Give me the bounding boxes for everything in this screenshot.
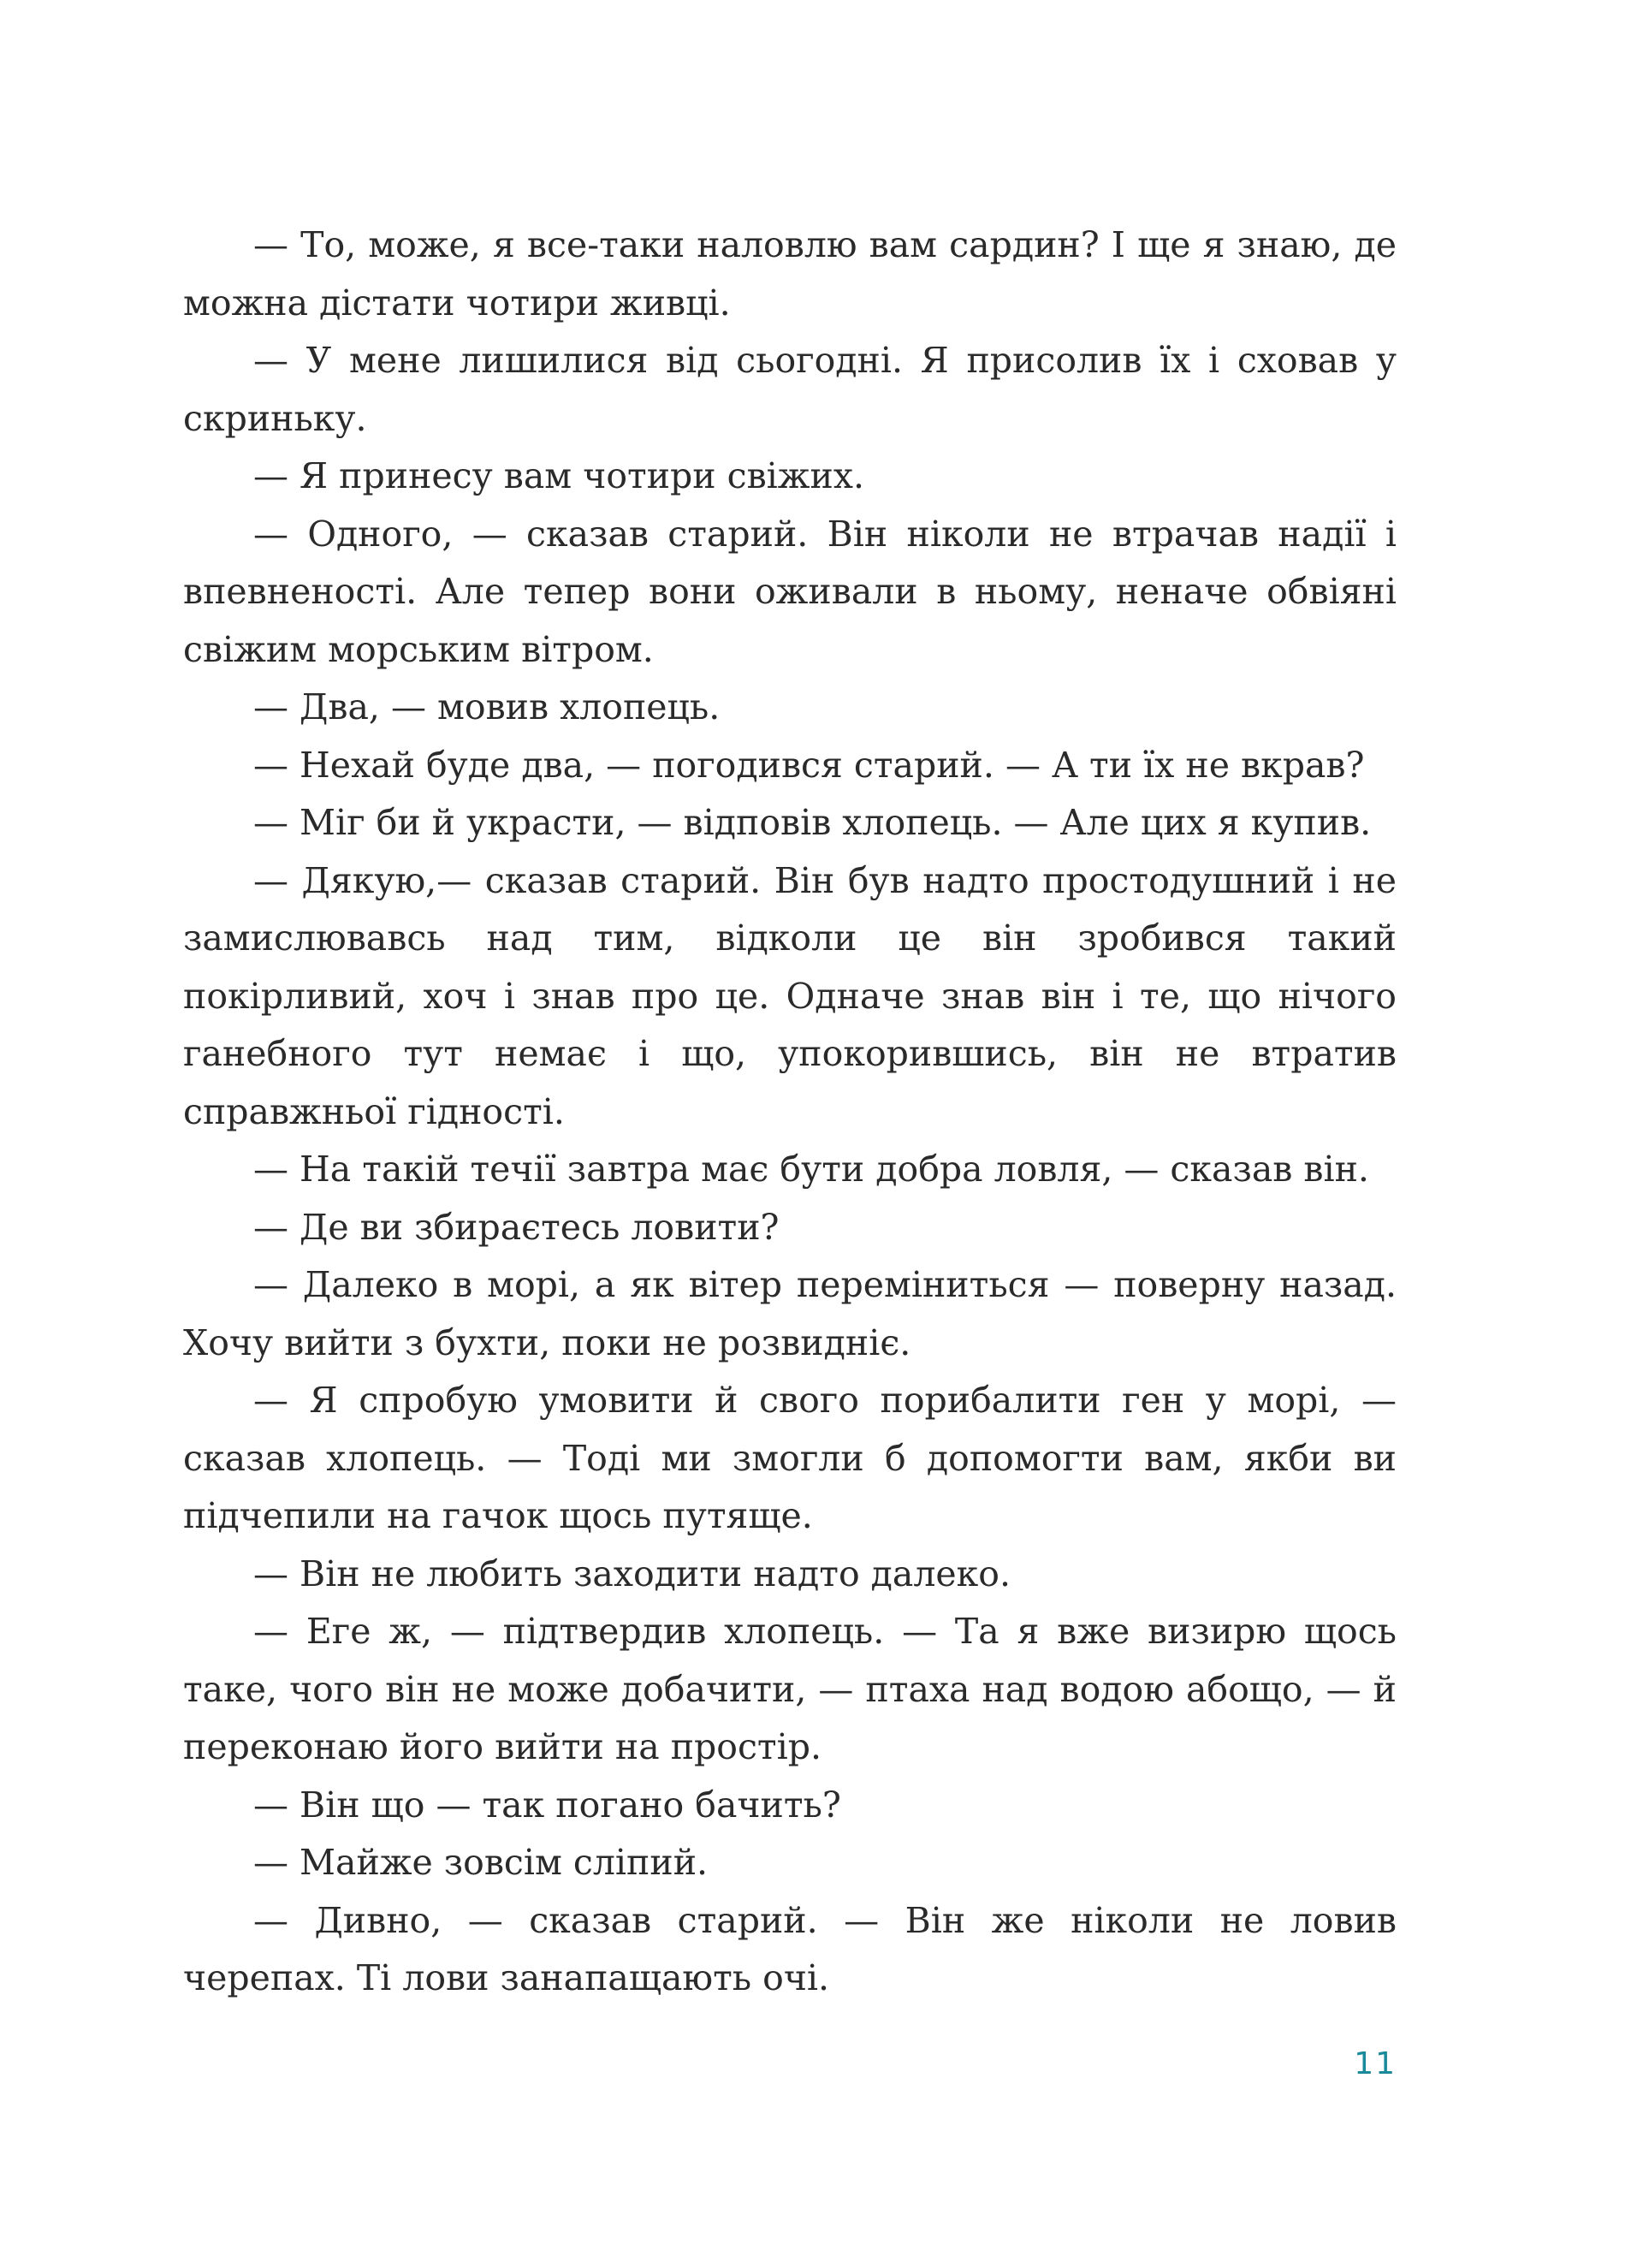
paragraph: — Я принесу вам чотири свіжих.: [253, 455, 864, 496]
paragraph: — Еге ж, — підтвердив хлопець. — Та я вже визирю щось таке, чого він не може добачити, — птаха над водою абощо, — й переконаю його вийти на простір.: [183, 1611, 1397, 1767]
paragraph: — То, може, я все-таки наловлю вам сардин? І ще я знаю, де можна дістати чотири живці.: [183, 224, 1397, 324]
body-text: [183, 217, 1397, 2008]
paragraph: — Нехай буде два, — погодився старий. — А ти їх не вкрав?: [253, 744, 1365, 786]
paragraph: — Дякую,— сказав старий. Він був надто простодушний і не замислювавсь над тим, відколи це він зробився такий покірливий, хоч і знав про це. Одначе знав він і те, що нічого ганебного тут немає і що, упокорившись, він не втратив справжньої гідності.: [183, 859, 1397, 1132]
paragraph: — Я спробую умовити й свого порибалити ген у морі, — сказав хлопець. — Тоді ми змогли б допомогти вам, якби ви підчепили на гачок щось путяще.: [183, 1380, 1397, 1536]
paragraph: — У мене лишилися від сьогодні. Я присолив їх і сховав у скриньку.: [183, 340, 1397, 439]
paragraph: — Майже зовсім сліпий.: [253, 1842, 709, 1883]
paragraph: — Одного, — сказав старий. Він ніколи не втрачав надії і впевненості. Але тепер вони оживали в ньому, неначе обвіяні свіжим морським вітром.: [183, 513, 1397, 670]
paragraph: — Він що — так погано бачить?: [253, 1784, 841, 1826]
paragraph: — Де ви збираєтесь ловити?: [253, 1206, 780, 1248]
paragraph: — Два, — мовив хлопець.: [253, 686, 721, 727]
paragraph: — Міг би й украсти, — відповів хлопець. — Але цих я купив.: [253, 802, 1372, 843]
paragraph: — Він не любить заходити надто далеко.: [253, 1553, 1011, 1594]
paragraph: — Дивно, — сказав старий. — Він же ніколи не ловив черепах. Ті лови занапащають очі.: [183, 1899, 1397, 1998]
page-number: 11: [1354, 2046, 1397, 2081]
paragraph: — Далеко в морі, а як вітер переміниться — поверну назад. Хочу вийти з бухти, поки не розвидніє.: [183, 1264, 1397, 1363]
paragraph: — На такій течії завтра має бути добра ловля, — сказав він.: [253, 1149, 1369, 1190]
